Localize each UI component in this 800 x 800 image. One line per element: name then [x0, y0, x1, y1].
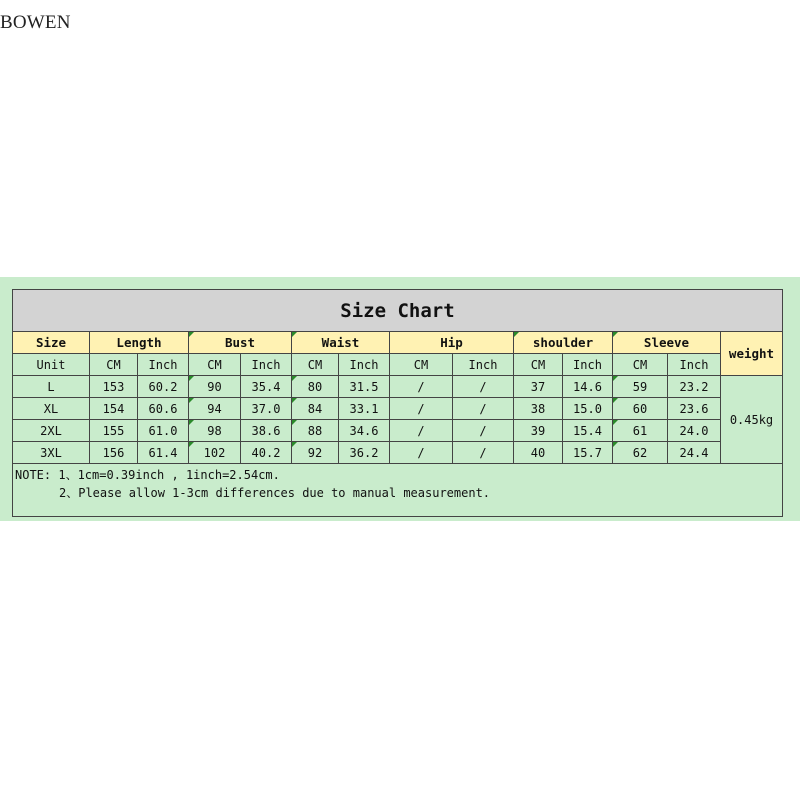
note-line-2: 2、Please allow 1-3cm differences due to manual measurement.: [59, 486, 491, 500]
shoulder-cm-cell: 38: [514, 398, 563, 420]
sleeve-cm-cell: 61: [613, 420, 668, 442]
length-inch-cell: 61.0: [138, 420, 189, 442]
length-cm-cell: 156: [90, 442, 138, 464]
header-bust: Bust: [189, 332, 292, 354]
unit-waist-cm: CM: [292, 354, 339, 376]
unit-hip-cm: CM: [390, 354, 453, 376]
length-inch-cell: 60.6: [138, 398, 189, 420]
bust-inch-cell: 40.2: [241, 442, 292, 464]
table-row: [13, 376, 783, 398]
unit-waist-inch: Inch: [339, 354, 390, 376]
size-cell: 2XL: [13, 420, 90, 442]
chart-title: Size Chart: [13, 290, 783, 332]
unit-sleeve-cm: CM: [613, 354, 668, 376]
table-row: [13, 398, 783, 420]
bust-inch-cell: 38.6: [241, 420, 292, 442]
sleeve-cm-cell: 62: [613, 442, 668, 464]
hip-cm-cell: /: [390, 376, 453, 398]
sleeve-inch-cell: 24.4: [668, 442, 721, 464]
sleeve-inch-cell: 24.0: [668, 420, 721, 442]
hip-inch-cell: /: [453, 420, 514, 442]
shoulder-cm-cell: 37: [514, 376, 563, 398]
waist-cm-cell: 84: [292, 398, 339, 420]
header-hip: Hip: [390, 332, 514, 354]
waist-cm-cell: 88: [292, 420, 339, 442]
bust-inch-cell: 37.0: [241, 398, 292, 420]
length-inch-cell: 60.2: [138, 376, 189, 398]
hip-cm-cell: /: [390, 398, 453, 420]
shoulder-inch-cell: 15.7: [563, 442, 613, 464]
bust-cm-cell: 98: [189, 420, 241, 442]
hip-inch-cell: /: [453, 376, 514, 398]
shoulder-cm-cell: 39: [514, 420, 563, 442]
sleeve-inch-cell: 23.6: [668, 398, 721, 420]
weight-value: 0.45kg: [721, 376, 783, 464]
length-cm-cell: 154: [90, 398, 138, 420]
header-shoulder: shoulder: [514, 332, 613, 354]
waist-cm-cell: 80: [292, 376, 339, 398]
shoulder-inch-cell: 14.6: [563, 376, 613, 398]
unit-shoulder-inch: Inch: [563, 354, 613, 376]
notes: [13, 464, 783, 517]
unit-length-cm: CM: [90, 354, 138, 376]
unit-row: [13, 354, 783, 376]
unit-bust-cm: CM: [189, 354, 241, 376]
hip-cm-cell: /: [390, 442, 453, 464]
hip-inch-cell: /: [453, 442, 514, 464]
header-length: Length: [90, 332, 189, 354]
size-chart-table: [12, 289, 783, 517]
size-cell: L: [13, 376, 90, 398]
header-row: [13, 332, 783, 354]
size-cell: XL: [13, 398, 90, 420]
shoulder-inch-cell: 15.0: [563, 398, 613, 420]
size-cell: 3XL: [13, 442, 90, 464]
sleeve-cm-cell: 60: [613, 398, 668, 420]
header-sleeve: Sleeve: [613, 332, 721, 354]
table-row: [13, 442, 783, 464]
waist-inch-cell: 31.5: [339, 376, 390, 398]
header-size: Size: [13, 332, 90, 354]
waist-inch-cell: 33.1: [339, 398, 390, 420]
bust-cm-cell: 90: [189, 376, 241, 398]
unit-label: Unit: [13, 354, 90, 376]
header-weight: weight: [721, 332, 783, 376]
unit-bust-inch: Inch: [241, 354, 292, 376]
hip-cm-cell: /: [390, 420, 453, 442]
sleeve-inch-cell: 23.2: [668, 376, 721, 398]
unit-sleeve-inch: Inch: [668, 354, 721, 376]
waist-inch-cell: 34.6: [339, 420, 390, 442]
waist-inch-cell: 36.2: [339, 442, 390, 464]
note-line-1: NOTE: 1、1cm=0.39inch , 1inch=2.54cm.: [15, 468, 280, 482]
shoulder-inch-cell: 15.4: [563, 420, 613, 442]
length-cm-cell: 153: [90, 376, 138, 398]
header-waist: Waist: [292, 332, 390, 354]
length-cm-cell: 155: [90, 420, 138, 442]
brand-name: BOWEN: [0, 12, 71, 33]
table-row: [13, 420, 783, 442]
unit-shoulder-cm: CM: [514, 354, 563, 376]
unit-length-inch: Inch: [138, 354, 189, 376]
bust-cm-cell: 94: [189, 398, 241, 420]
hip-inch-cell: /: [453, 398, 514, 420]
sleeve-cm-cell: 59: [613, 376, 668, 398]
length-inch-cell: 61.4: [138, 442, 189, 464]
unit-hip-inch: Inch: [453, 354, 514, 376]
bust-inch-cell: 35.4: [241, 376, 292, 398]
bust-cm-cell: 102: [189, 442, 241, 464]
shoulder-cm-cell: 40: [514, 442, 563, 464]
waist-cm-cell: 92: [292, 442, 339, 464]
